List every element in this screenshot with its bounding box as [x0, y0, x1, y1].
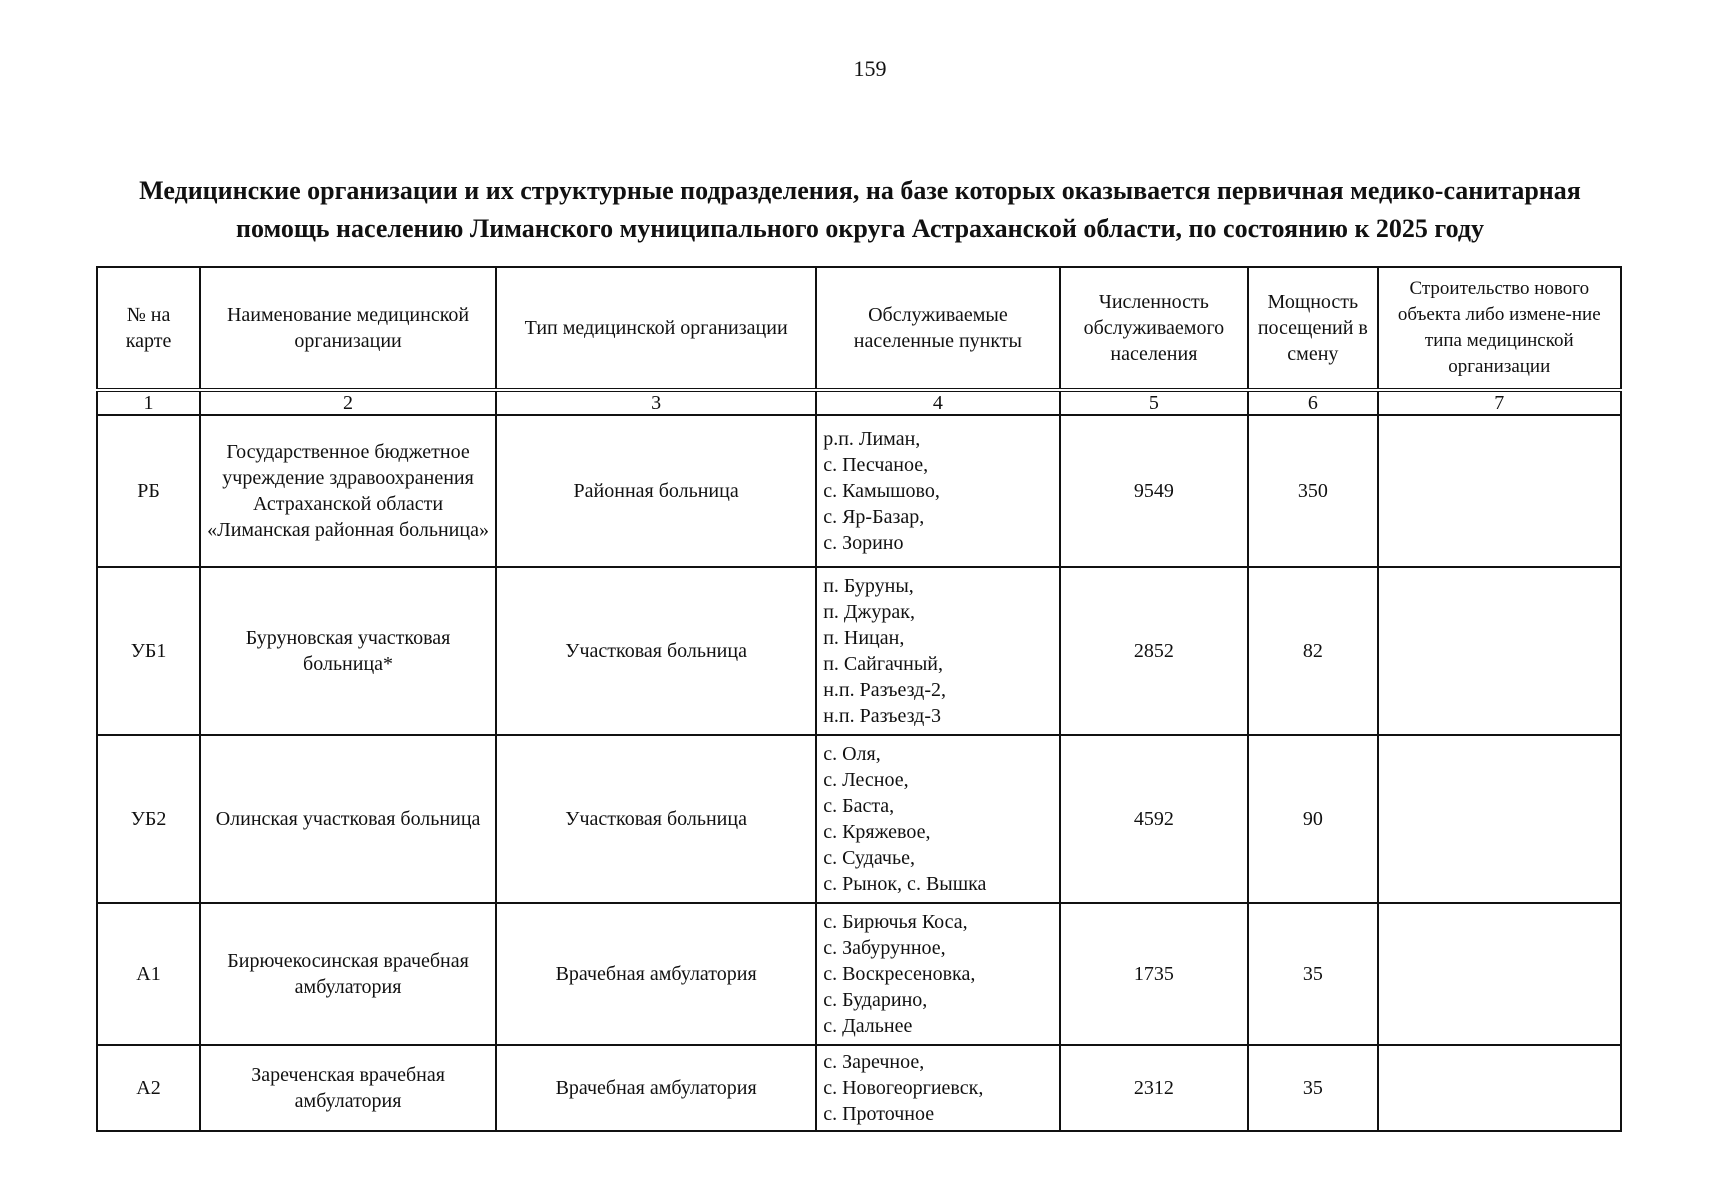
construction — [1378, 415, 1621, 567]
document-title — [60, 172, 1660, 248]
capacity: 35 — [1248, 903, 1377, 1045]
settlement: с. Оля, — [823, 743, 881, 765]
organization-name: Бирючекосинская врачебная амбулатория — [200, 903, 496, 1045]
map-code: А2 — [97, 1045, 200, 1131]
population: 9549 — [1060, 415, 1249, 567]
settlement: с. Заречное, — [823, 1051, 925, 1073]
organization-type: Участковая больница — [496, 735, 816, 903]
medical-organizations-table — [96, 266, 1622, 1132]
table-row — [97, 567, 1621, 735]
page-number: 159 — [853, 56, 887, 81]
settlement: р.п. Лиман, — [823, 428, 921, 450]
settlement: н.п. Разъезд-2, — [823, 679, 947, 701]
settlement: с. Воскресеновка, — [823, 963, 976, 985]
settlement: с. Судачье, — [823, 847, 915, 869]
capacity: 35 — [1248, 1045, 1377, 1131]
settlement: с. Рынок, с. Вышка — [823, 873, 987, 895]
settlement: с. Дальнее — [823, 1015, 913, 1037]
settlement: с. Бирючья Коса, — [823, 911, 968, 933]
header-construction: Строительство нового объекта либо измене-ние типа медицинской организации — [1378, 267, 1621, 390]
settlement: п. Буруны, — [823, 575, 914, 597]
settlement: п. Джурак, — [823, 601, 915, 623]
organization-type: Врачебная амбулатория — [496, 903, 816, 1045]
settlement: с. Новогеоргиевск, — [823, 1077, 984, 1099]
construction — [1378, 1045, 1621, 1131]
settlement: с. Яр-Базар, — [823, 506, 925, 528]
column-number: 1 — [97, 390, 200, 415]
map-code: УБ2 — [97, 735, 200, 903]
table-row — [97, 735, 1621, 903]
map-code: РБ — [97, 415, 200, 567]
header-served-population: Численность обслуживаемого населения — [1060, 267, 1249, 390]
header-served-settlements: Обслуживаемые населенные пункты — [816, 267, 1059, 390]
capacity: 82 — [1248, 567, 1377, 735]
construction — [1378, 903, 1621, 1045]
organization-type: Врачебная амбулатория — [496, 1045, 816, 1131]
settlement: н.п. Разъезд-3 — [823, 705, 942, 727]
map-code: УБ1 — [97, 567, 200, 735]
column-number: 7 — [1378, 390, 1621, 415]
header-organization-type: Тип медицинской организации — [496, 267, 816, 390]
settlement: с. Проточное — [823, 1103, 935, 1125]
population: 1735 — [1060, 903, 1249, 1045]
organization-name: Буруновская участковая больница* — [200, 567, 496, 735]
header-row — [97, 267, 1621, 390]
table-row — [97, 1045, 1621, 1131]
capacity: 90 — [1248, 735, 1377, 903]
settlement: с. Камышово, — [823, 480, 940, 502]
settlement: с. Баста, — [823, 795, 895, 817]
header-map-number: № на карте — [97, 267, 200, 390]
settlement: п. Ницан, — [823, 627, 905, 649]
settlements-list — [816, 567, 1059, 735]
settlement: с. Лесное, — [823, 769, 909, 791]
population: 2312 — [1060, 1045, 1249, 1131]
organization-name: Олинская участковая больница — [200, 735, 496, 903]
construction — [1378, 567, 1621, 735]
settlement: с. Песчаное, — [823, 454, 929, 476]
settlement: п. Сайгачный, — [823, 653, 944, 675]
settlements-list — [816, 415, 1059, 567]
map-code: А1 — [97, 903, 200, 1045]
settlements-list — [816, 903, 1059, 1045]
organization-type: Районная больница — [496, 415, 816, 567]
capacity: 350 — [1248, 415, 1377, 567]
settlements-list — [816, 1045, 1059, 1131]
organization-type: Участковая больница — [496, 567, 816, 735]
settlement: с. Забурунное, — [823, 937, 946, 959]
column-number: 3 — [496, 390, 816, 415]
construction — [1378, 735, 1621, 903]
header-visit-capacity: Мощность посещений в смену — [1248, 267, 1377, 390]
column-number-row — [97, 390, 1621, 415]
column-number: 5 — [1060, 390, 1249, 415]
title-line-2: помощь населению Лиманского муниципального округа Астраханской области, по состоянию к 2025 году — [236, 214, 1484, 243]
column-number: 2 — [200, 390, 496, 415]
organization-name: Зареченская врачебная амбулатория — [200, 1045, 496, 1131]
settlements-list — [816, 735, 1059, 903]
table-row — [97, 415, 1621, 567]
organization-name: Государственное бюджетное учреждение здравоохранения Астраханской области «Лиманская районная больница» — [200, 415, 496, 567]
population: 2852 — [1060, 567, 1249, 735]
header-organization-name: Наименование медицинской организации — [200, 267, 496, 390]
table-row — [97, 903, 1621, 1045]
settlement: с. Кряжевое, — [823, 821, 931, 843]
column-number: 6 — [1248, 390, 1377, 415]
population: 4592 — [1060, 735, 1249, 903]
settlement: с. Зорино — [823, 532, 904, 554]
title-line-1: Медицинские организации и их структурные подразделения, на базе которых оказывается первичная медико-санитарная — [139, 176, 1581, 205]
column-number: 4 — [816, 390, 1059, 415]
settlement: с. Бударино, — [823, 989, 928, 1011]
